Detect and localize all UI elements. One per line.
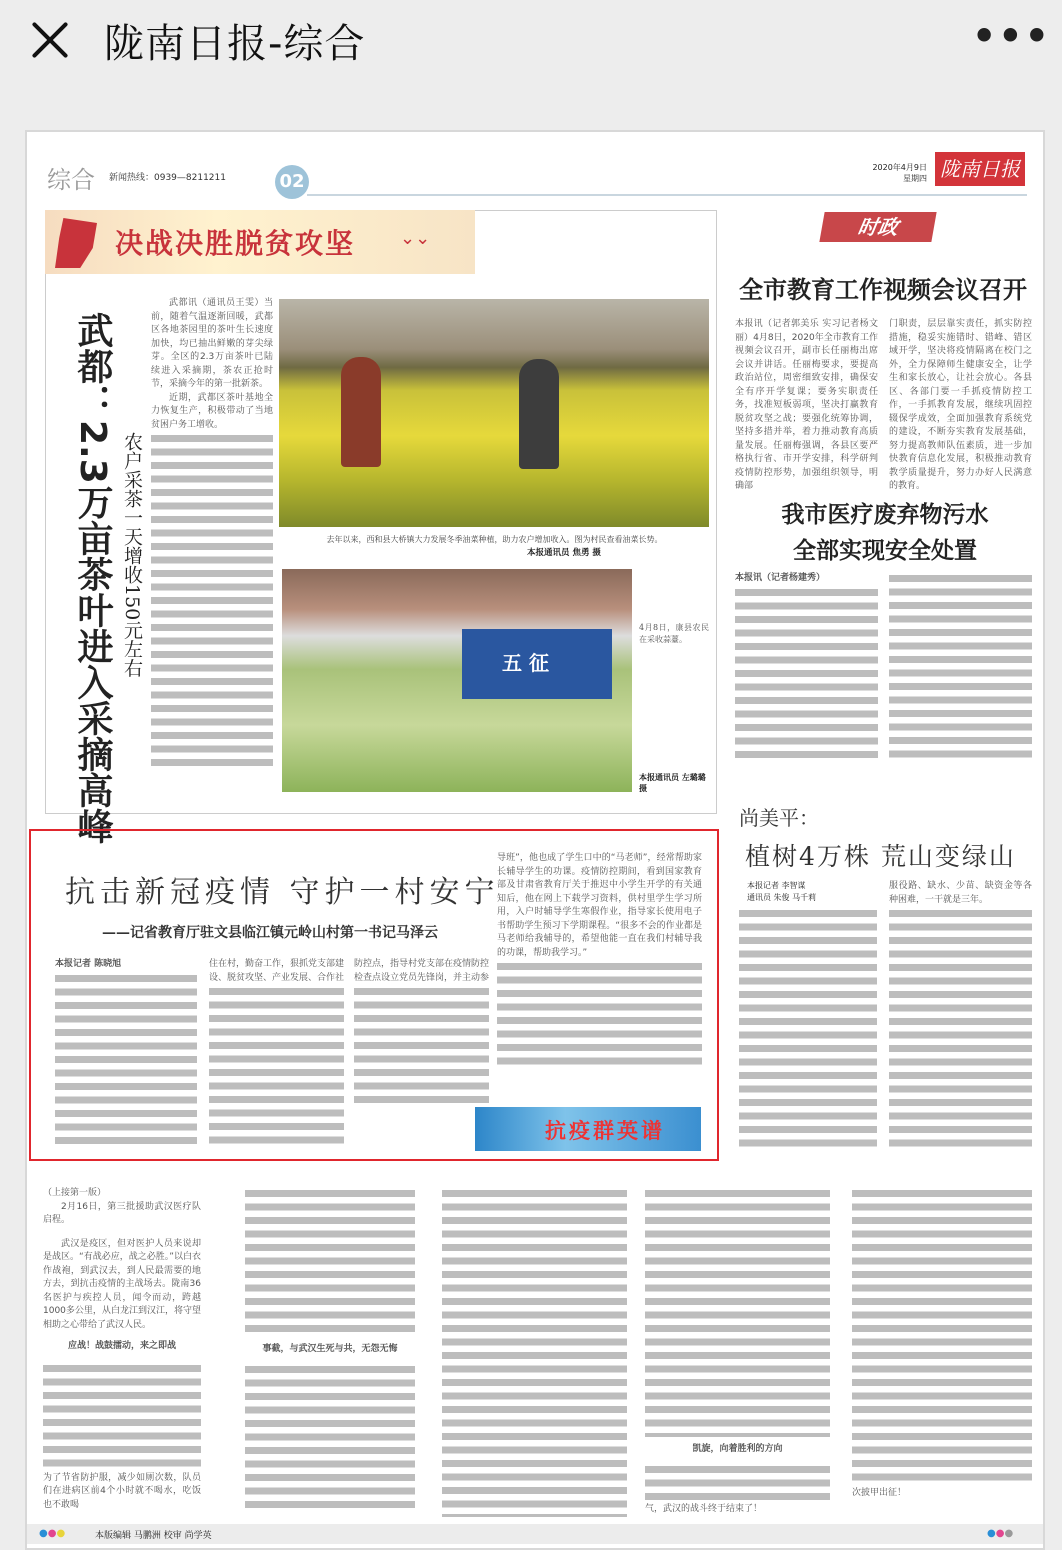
medical-para: 武汉是疫区，但对医护人员来说却是战区。“有战必应，战之必胜。”以白衣作战袍，到武汉去，到人民最需要的地方去，到抗击疫情的主战场去。陇南36名医护与疾控人员，闻令而动，跨越1000多公里，从白龙江到汉江，将守望相助之心带给了武汉人民。	[43, 1238, 201, 1330]
hotline: 新闻热线：0939—8211211	[109, 173, 226, 183]
covid-col4-lead: 导班”，他也成了学生口中的“马老师”，经常帮助家长辅导学生的功课。疫情防控期间，看到国家教育部及甘肃省教育厅关于推迟中小学生开学的有关通知后，他在网上下载学习资料，供村里学生学习所用，入户时辅导学生寒假作业，指导家长使用电子书帮助学生预习下学期课程。“很多不会的作业都是马老师给我辅导的，希望他能一直在我们村辅导我的功课，帮助我学习。”	[497, 853, 702, 958]
medical-col2-text2	[245, 1363, 415, 1513]
tea-headline-main: 2.3万亩茶叶进入采摘高峰	[72, 420, 113, 844]
covid-col4-text	[497, 960, 702, 1070]
covid-col2-text	[209, 985, 344, 1150]
heroes-banner-text: 抗疫群英谱	[545, 1118, 665, 1143]
photo2-caption: 4月8日，康县农民在采收蒜薹。	[639, 623, 709, 644]
newspaper-logo: 陇南日报	[935, 152, 1025, 186]
edu-headline: 全市教育工作视频会议召开	[739, 276, 1027, 304]
doves-icon: ⌄⌄	[400, 228, 431, 249]
medical-subhead-2: 事截，与武汉生死与共，无怨无悔	[262, 1344, 398, 1354]
shang-byline-1: 本报记者 李智谋	[747, 881, 806, 890]
edu-body-col2: 门职责，层层靠实责任，抓实防控措施，稳妥实施错时、错峰、错区域开学，坚决将疫情隔离在校门之外，全力保障师生健康安全，让学生和家长放心，让社会放心。各县区、各部门要一手抓疫情防控工作，一手抓教育发展，继续巩固控辍保学成效，全面加强教育系统党的建设，不断夯实教育发展基础，努力提高教师队伍素质，进一步加快教育信息化发展，积极推动教育教学质量提升，努力办好人民满意的教育。	[889, 319, 1032, 491]
medical-col5-tail: 次披甲出征！	[852, 1488, 907, 1498]
waste-body-col2	[889, 572, 1032, 762]
covid-headline: 抗击新冠疫情 守护一村安宁	[65, 875, 500, 910]
page-number-badge: 02	[275, 165, 309, 199]
color-registration-icon: ●●●	[39, 1528, 66, 1539]
waste-byline: 本报讯（记者杨建秀）	[735, 573, 826, 583]
tea-body-rest	[151, 432, 273, 772]
waste-headline-1: 我市医疗废弃物污水	[781, 502, 989, 528]
medical-col1	[43, 1187, 201, 1517]
garlic-sprout-photo	[282, 569, 632, 792]
farmer-figure	[341, 357, 381, 467]
shang-body-lead: 服役路、缺水、少苗、缺资金等各种困难，一干就是三年。	[889, 881, 1032, 905]
medical-col1-tail: 为了节省防护服，减少如厕次数，队员们在进病区前4个小时就不喝水，吃饭也不敢喝	[43, 1472, 201, 1510]
medical-col4-tail: 气，武汉的战斗终于结束了！	[645, 1503, 763, 1514]
medical-col5	[852, 1187, 1032, 1517]
covid-col2-lead: 住在村，勤奋工作，狠抓党支部建设、脱贫攻坚、产业发展、合作社	[209, 959, 345, 983]
covid-col2	[209, 958, 344, 1150]
banner-text: 决战决胜脱贫攻坚	[115, 227, 356, 260]
rapeseed-photo	[279, 299, 709, 527]
section-name: 综合	[47, 166, 95, 194]
date: 2020年4月9日	[872, 163, 927, 172]
tea-headline	[67, 312, 111, 844]
truck-text: 五 征	[502, 651, 549, 675]
medical-col4-text2	[645, 1463, 830, 1503]
covid-subhead: ——记省教育厅驻文县临江镇元岭山村第一书记马泽云	[102, 925, 438, 941]
medical-lead: 2月16日，第三批援助武汉医疗队启程。	[43, 1201, 201, 1225]
footer-editors: 本版编辑 马鹏洲 校审 尚学英	[95, 1531, 212, 1541]
tea-body-more: 近期，武都区茶叶基地全力恢复生产，积极带动了当地贫困户务工增收。	[151, 392, 273, 430]
covid-col1-text	[55, 972, 197, 1150]
medical-col1-text	[43, 1362, 201, 1472]
covid-col3-text	[354, 985, 489, 1108]
header-rule	[307, 194, 1027, 196]
waste-headline	[735, 497, 1035, 569]
shang-headline: 植树4万株 荒山变绿山	[745, 842, 1016, 871]
page-title: 陇南日报-综合	[104, 21, 366, 67]
heroes-banner	[475, 1107, 701, 1151]
medical-col5-text	[852, 1187, 1032, 1487]
politics-badge: 时政	[819, 212, 936, 242]
covid-col3	[354, 958, 489, 1108]
photo-credit: 本报通讯员 焦勇 摄	[527, 548, 601, 558]
farmer-figure	[519, 359, 559, 469]
tea-subhead: 农户采茶一天增收150元左右	[121, 432, 143, 678]
photo2-credit: 本报通讯员 左璐璐 摄	[639, 773, 706, 793]
medical-col4-text	[645, 1187, 830, 1437]
continued-note: （上接第一版）	[43, 1188, 107, 1198]
shang-byline	[747, 880, 816, 904]
waste-body-text	[735, 586, 878, 762]
medical-col2-text	[245, 1187, 415, 1337]
fist-icon	[55, 218, 97, 268]
shang-body-col2	[889, 880, 1032, 1152]
top-bar	[0, 0, 1062, 100]
medical-subhead-1: 应战！战鼓擂动，来之即战	[67, 1341, 176, 1351]
medical-subhead-3: 凯旋，向着胜利的方向	[692, 1444, 783, 1454]
medical-col2	[245, 1187, 415, 1517]
covid-col4	[497, 852, 702, 1102]
page-footer	[27, 1524, 1043, 1544]
truck	[462, 629, 612, 699]
photo-caption: 去年以来，西和县大桥镇大力发展冬季油菜种植，助力农户增加收入。图为村民查看油菜长势。	[326, 535, 663, 544]
issue-date	[857, 162, 927, 184]
covid-col3-lead: 防控点，指导村党支部在疫情防控检查点设立党员先锋岗，并主动参	[354, 959, 490, 983]
tea-headline-place: 武都：	[72, 312, 113, 420]
shang-body-col1	[739, 907, 877, 1152]
close-icon[interactable]	[28, 18, 72, 62]
color-registration-icon: ●●●	[987, 1528, 1014, 1539]
tea-body	[151, 297, 273, 802]
weekday: 星期四	[903, 174, 927, 183]
edu-body-col1: 本报讯（记者郭美乐 实习记者杨文丽）4月8日，2020年全市教育工作视频会议召开，副市长任丽梅出席会议并讲话。任丽梅要求，要提高政治站位，周密细致安排，确保安全有序开学复课；要务实职责任务，找准短板弱项，坚决打赢教育脱贫攻坚之战；要强化统筹协调，坚持多措并举，着力推动教育高质量发展。任丽梅强调，各县区要严格执行省、市开学安排，科学研判疫情防控形势，加强组织领导，明确部	[735, 319, 878, 491]
more-icon[interactable]: •••	[972, 14, 1051, 58]
covid-byline: 本报记者 陈晓旭	[55, 959, 122, 969]
medical-col4	[645, 1187, 830, 1517]
waste-body-col1	[735, 572, 878, 762]
shang-byline-2: 通讯员 朱俊 马千莉	[747, 893, 817, 902]
tea-body-lead: 武都讯（通讯员王雯）当前，随着气温逐渐回暖，武都区各地茶园里的茶叶生长速度加快，均已抽出鲜嫩的芽尖绿芽。全区的2.3万亩茶叶已陆续进入采摘期，茶农正抢时节，采摘今年的第一批新茶。	[151, 298, 273, 389]
shang-body-text	[889, 907, 1032, 1152]
newspaper-page	[25, 130, 1045, 1550]
medical-col3	[442, 1187, 627, 1517]
poverty-banner	[45, 210, 475, 274]
shang-kicker: 尚美平：	[739, 806, 819, 830]
waste-headline-2: 全部实现安全处置	[793, 538, 977, 564]
covid-col1	[55, 958, 197, 1150]
